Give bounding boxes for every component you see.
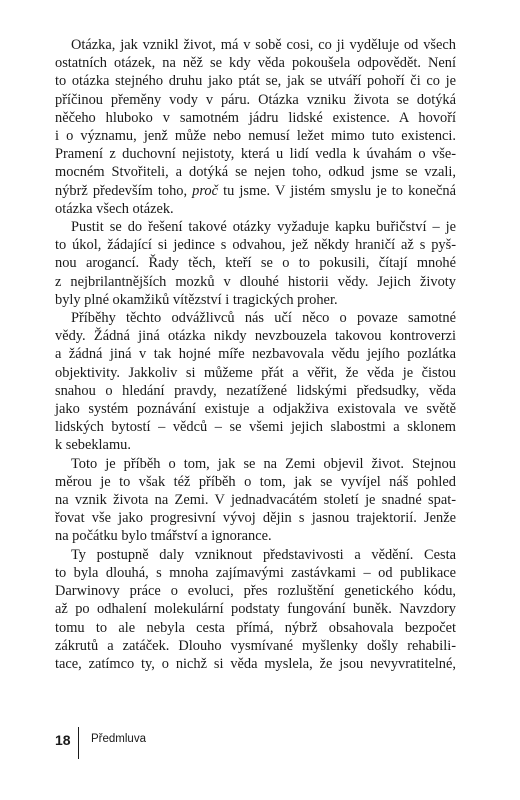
text-line: otázka všech otázek. bbox=[55, 200, 174, 217]
emphasized-word: proč bbox=[192, 182, 219, 199]
text-line: a žádná jiná v tak hojné míře nezbavovala vědu jejího pozlátka bbox=[55, 346, 456, 363]
text-line: jako systém poznávání existuje a odjakživa existovala ve světě bbox=[55, 401, 456, 418]
text-line: objektivity. Jakkoliv si můžeme přát a věřit, že věda je čistou bbox=[55, 364, 456, 381]
page-number: 18 bbox=[55, 732, 71, 748]
text-line: to byla dlouhá, s mnoha zajímavými zastávkami – od publikace bbox=[55, 564, 456, 581]
text-line: zákrutů a zatáček. Dlouho vysmívané myšlenky došly rehabili- bbox=[55, 637, 456, 654]
paragraph bbox=[55, 36, 456, 218]
text-line: tace, zatímco ty, o nichž si věda myslela, že jsou nevyvratitelné, bbox=[55, 655, 456, 672]
text-line: lidských bytostí – vědců – se všemi jejich slabostmi a sklonem bbox=[55, 419, 456, 436]
text-line: na vznik života na Zemi. V jednadvacátém století je snadné spat- bbox=[55, 492, 456, 509]
text-line: tomu to ale nebyla cesta přímá, nýbrž obsahovala bezpočet bbox=[55, 619, 456, 636]
running-section-title: Předmluva bbox=[91, 733, 146, 745]
text-line: Příběhy těchto odvážlivců nás učí něco o povaze samotné bbox=[71, 310, 456, 327]
text-line: Pramení z duchovní nejistoty, která u lidí vedla k úvahám o vše- bbox=[55, 146, 456, 163]
text-line: to otázka stejného druhu jako ptát se, jak se utváří pohoří či co je bbox=[55, 73, 456, 90]
text-line: až po odhalení molekulární podstaty fungování buněk. Navzdory bbox=[55, 601, 456, 618]
text-line: byly plné okamžiků vítězství i tragických proher. bbox=[55, 291, 338, 308]
text-line: k sebeklamu. bbox=[55, 437, 131, 454]
text-line: snahou o hledání pravdy, nezatížené lidskými předsudky, věda bbox=[55, 382, 456, 399]
footer-divider bbox=[78, 727, 79, 759]
text-line: na počátku bylo tmářství a ignorance. bbox=[55, 528, 272, 545]
text-line: mocném Stvořiteli, a dotýká se nejen toho, odkud jsme se vzali, bbox=[55, 164, 456, 181]
text-line: z nejbrilantnějších mozků v dlouhé historii vědy. Jejich životy bbox=[55, 273, 456, 290]
text-line: ostatních otázek, na něž se kdy věda pokoušela odpovědět. Není bbox=[55, 55, 456, 72]
text-line: vědy. Žádná jiná otázka nikdy nevzbouzela takovou kontroverzi bbox=[55, 328, 456, 345]
text-line: nou arogancí. Řady těch, kteří se o to pokusili, čítají mnohé bbox=[55, 255, 456, 272]
paragraph bbox=[55, 309, 456, 455]
text-line: Otázka, jak vznikl život, má v sobě cosi, co ji vyděluje od všech bbox=[71, 37, 456, 53]
paragraph bbox=[55, 455, 456, 546]
paragraph bbox=[55, 546, 456, 673]
text-line: Pustit se do řešení takové otázky vyžaduje kapku buřičství – je bbox=[71, 219, 456, 236]
text-line: něčeho hluboko v samotném jádru lidské existence. A hovoří bbox=[55, 109, 456, 126]
text-line: to úkol, žádající si jedince s odvahou, jež někdy hraničí až s pyš- bbox=[55, 237, 456, 254]
text-line: i o významu, jenž může nebo nemusí ležet mimo tuto existenci. bbox=[55, 128, 456, 145]
text-line bbox=[55, 182, 456, 200]
text-run: nýbrž především toho, bbox=[55, 182, 193, 199]
text-line: příčinou přeměny vody v páru. Otázka vzniku života se dotýká bbox=[55, 91, 456, 108]
body-text bbox=[55, 36, 456, 673]
text-line: řovat vše jako progresivní vývoj dějin s jasnou trajektorií. Jenže bbox=[55, 510, 456, 527]
text-line: Ty postupně daly vzniknout představivosti a vědění. Cesta bbox=[71, 546, 456, 563]
text-line: Darwinovy práce o evoluci, přes rozluštění genetického kódu, bbox=[55, 583, 456, 600]
text-line: Toto je příběh o tom, jak se na Zemi objevil život. Stejnou bbox=[71, 455, 456, 472]
text-run: tu jsme. V jistém smyslu je to konečná bbox=[218, 182, 457, 199]
paragraph bbox=[55, 218, 456, 309]
text-line: měrou je to však též příběh o tom, jak se vyvíjel náš pohled bbox=[55, 473, 456, 490]
